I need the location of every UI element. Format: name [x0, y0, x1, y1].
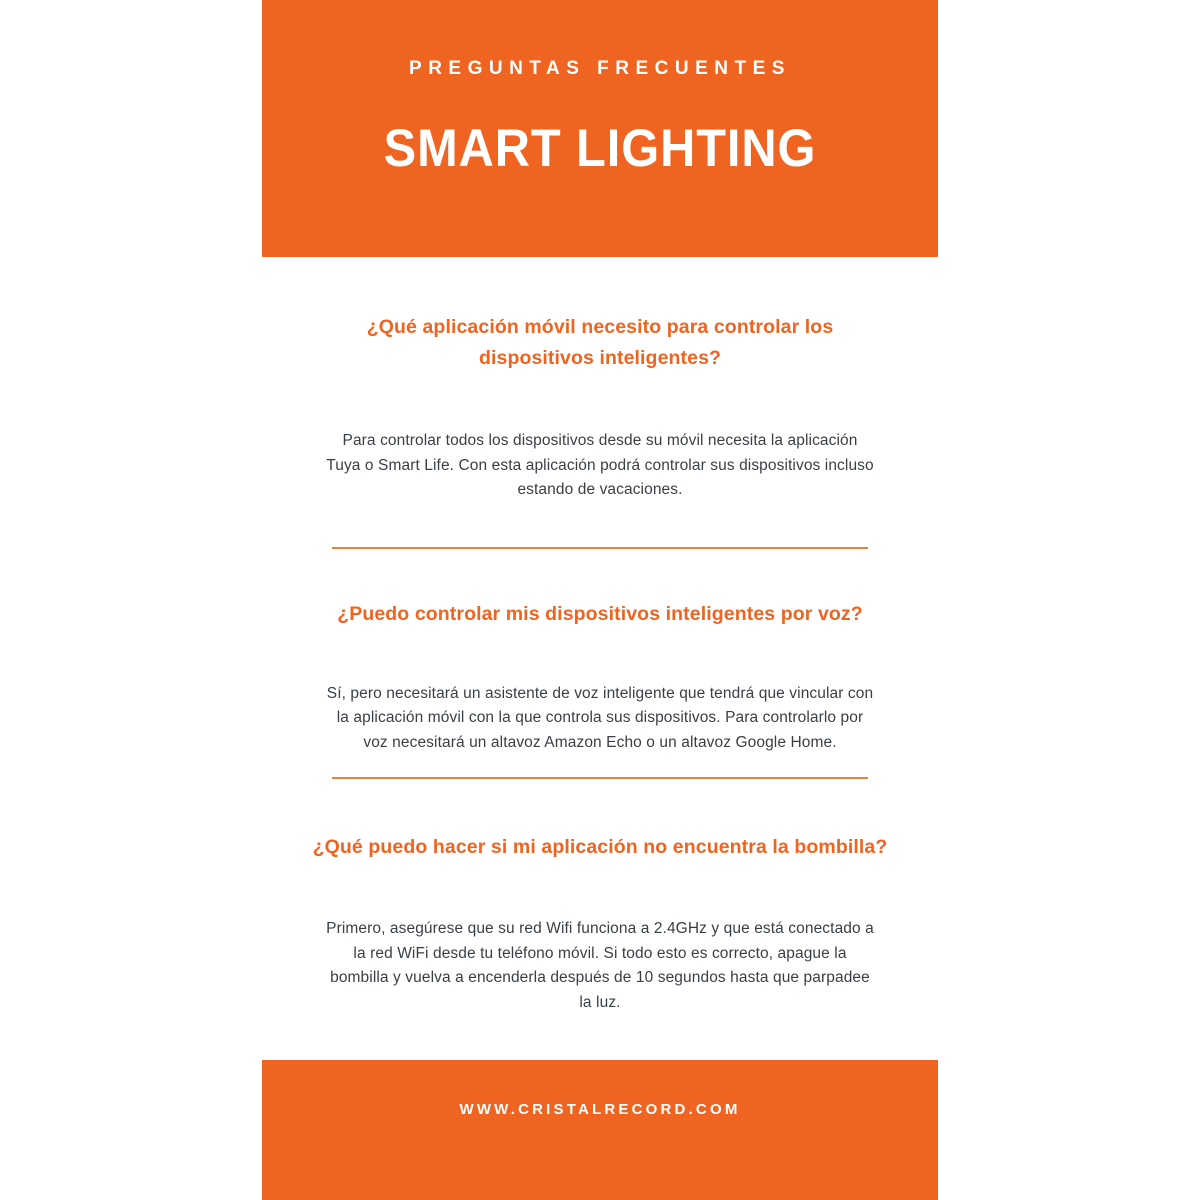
- page-title: SMART LIGHTING: [383, 119, 817, 178]
- faq-list: [262, 257, 938, 1015]
- header-eyebrow: PREGUNTAS FRECUENTES: [409, 58, 791, 79]
- header-band: [262, 0, 938, 257]
- faq-answer: Sí, pero necesitará un asistente de voz inteligente que tendrá que vincular con la aplicación móvil con la que controla sus dispositivos. Para controlarlo por voz necesitará un altavoz Amazon Echo o un altavoz Google Home.: [326, 684, 874, 751]
- faq-question: ¿Qué aplicación móvil necesito para controlar los dispositivos inteligentes?: [366, 316, 834, 369]
- faq-answer: Primero, asegúrese que su red Wifi funciona a 2.4GHz y que está conectado a la red WiFi desde tu teléfono móvil. Si todo esto es correcto, apague la bombilla y vuelva a encenderla después de 10 segundos hasta que parpadee la luz.: [326, 920, 874, 1011]
- faq-question: ¿Puedo controlar mis dispositivos inteligentes por voz?: [337, 602, 863, 625]
- faq-item: [262, 257, 938, 549]
- faq-item: [262, 779, 938, 1015]
- faq-item: [262, 549, 938, 780]
- footer-band: [262, 1060, 938, 1200]
- faq-answer: Para controlar todos los dispositivos desde su móvil necesita la aplicación Tuya o Smart Life. Con esta aplicación podrá controlar sus dispositivos incluso estando de vacaciones.: [326, 432, 874, 498]
- faq-question: ¿Qué puedo hacer si mi aplicación no encuentra la bombilla?: [312, 836, 888, 858]
- website-url[interactable]: WWW.CRISTALRECORD.COM: [459, 1101, 741, 1118]
